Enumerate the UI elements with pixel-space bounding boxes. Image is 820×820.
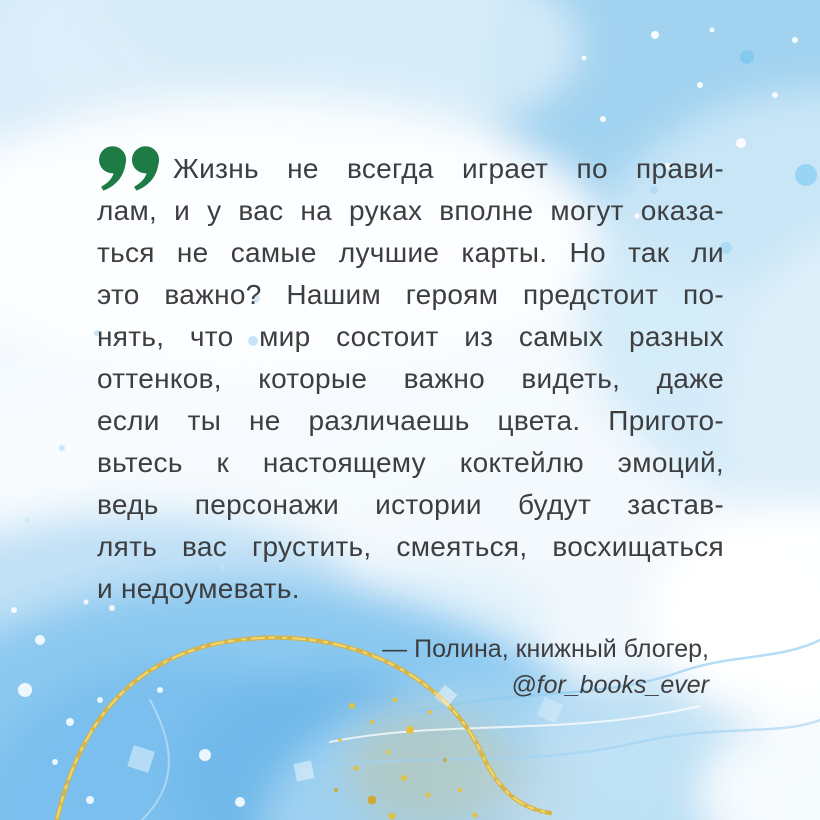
quote-line: ться не самые лучшие карты. Но так ли — [97, 237, 724, 268]
quote-line: лять вас грустить, смеяться, восхищаться — [97, 531, 724, 562]
quote-line: и недоумевать. — [97, 573, 300, 604]
quote-line: вьтесь к настоящему коктейлю эмоций, — [97, 447, 724, 478]
quote-line: это важно? Нашим героям предстоит по- — [97, 279, 724, 310]
attribution — [382, 631, 709, 703]
quote-line: если ты не различаешь цвета. Пригото- — [97, 405, 724, 436]
closing-double-quote-icon — [99, 146, 161, 192]
attribution-handle: @for_books_ever — [511, 671, 709, 699]
quote-line: нять, что мир состоит из самых разных — [97, 321, 724, 352]
quote-line: ведь персонажи истории будут застав- — [97, 489, 724, 520]
attribution-author: — Полина, книжный блогер, — [382, 635, 709, 663]
quote-text-block — [97, 148, 724, 610]
quote-line: лам, и у вас на руках вполне могут оказа- — [97, 195, 724, 226]
quote-line: Жизнь не всегда играет по прави- — [173, 153, 724, 184]
quote-line: оттенков, которые важно видеть, даже — [97, 363, 724, 394]
